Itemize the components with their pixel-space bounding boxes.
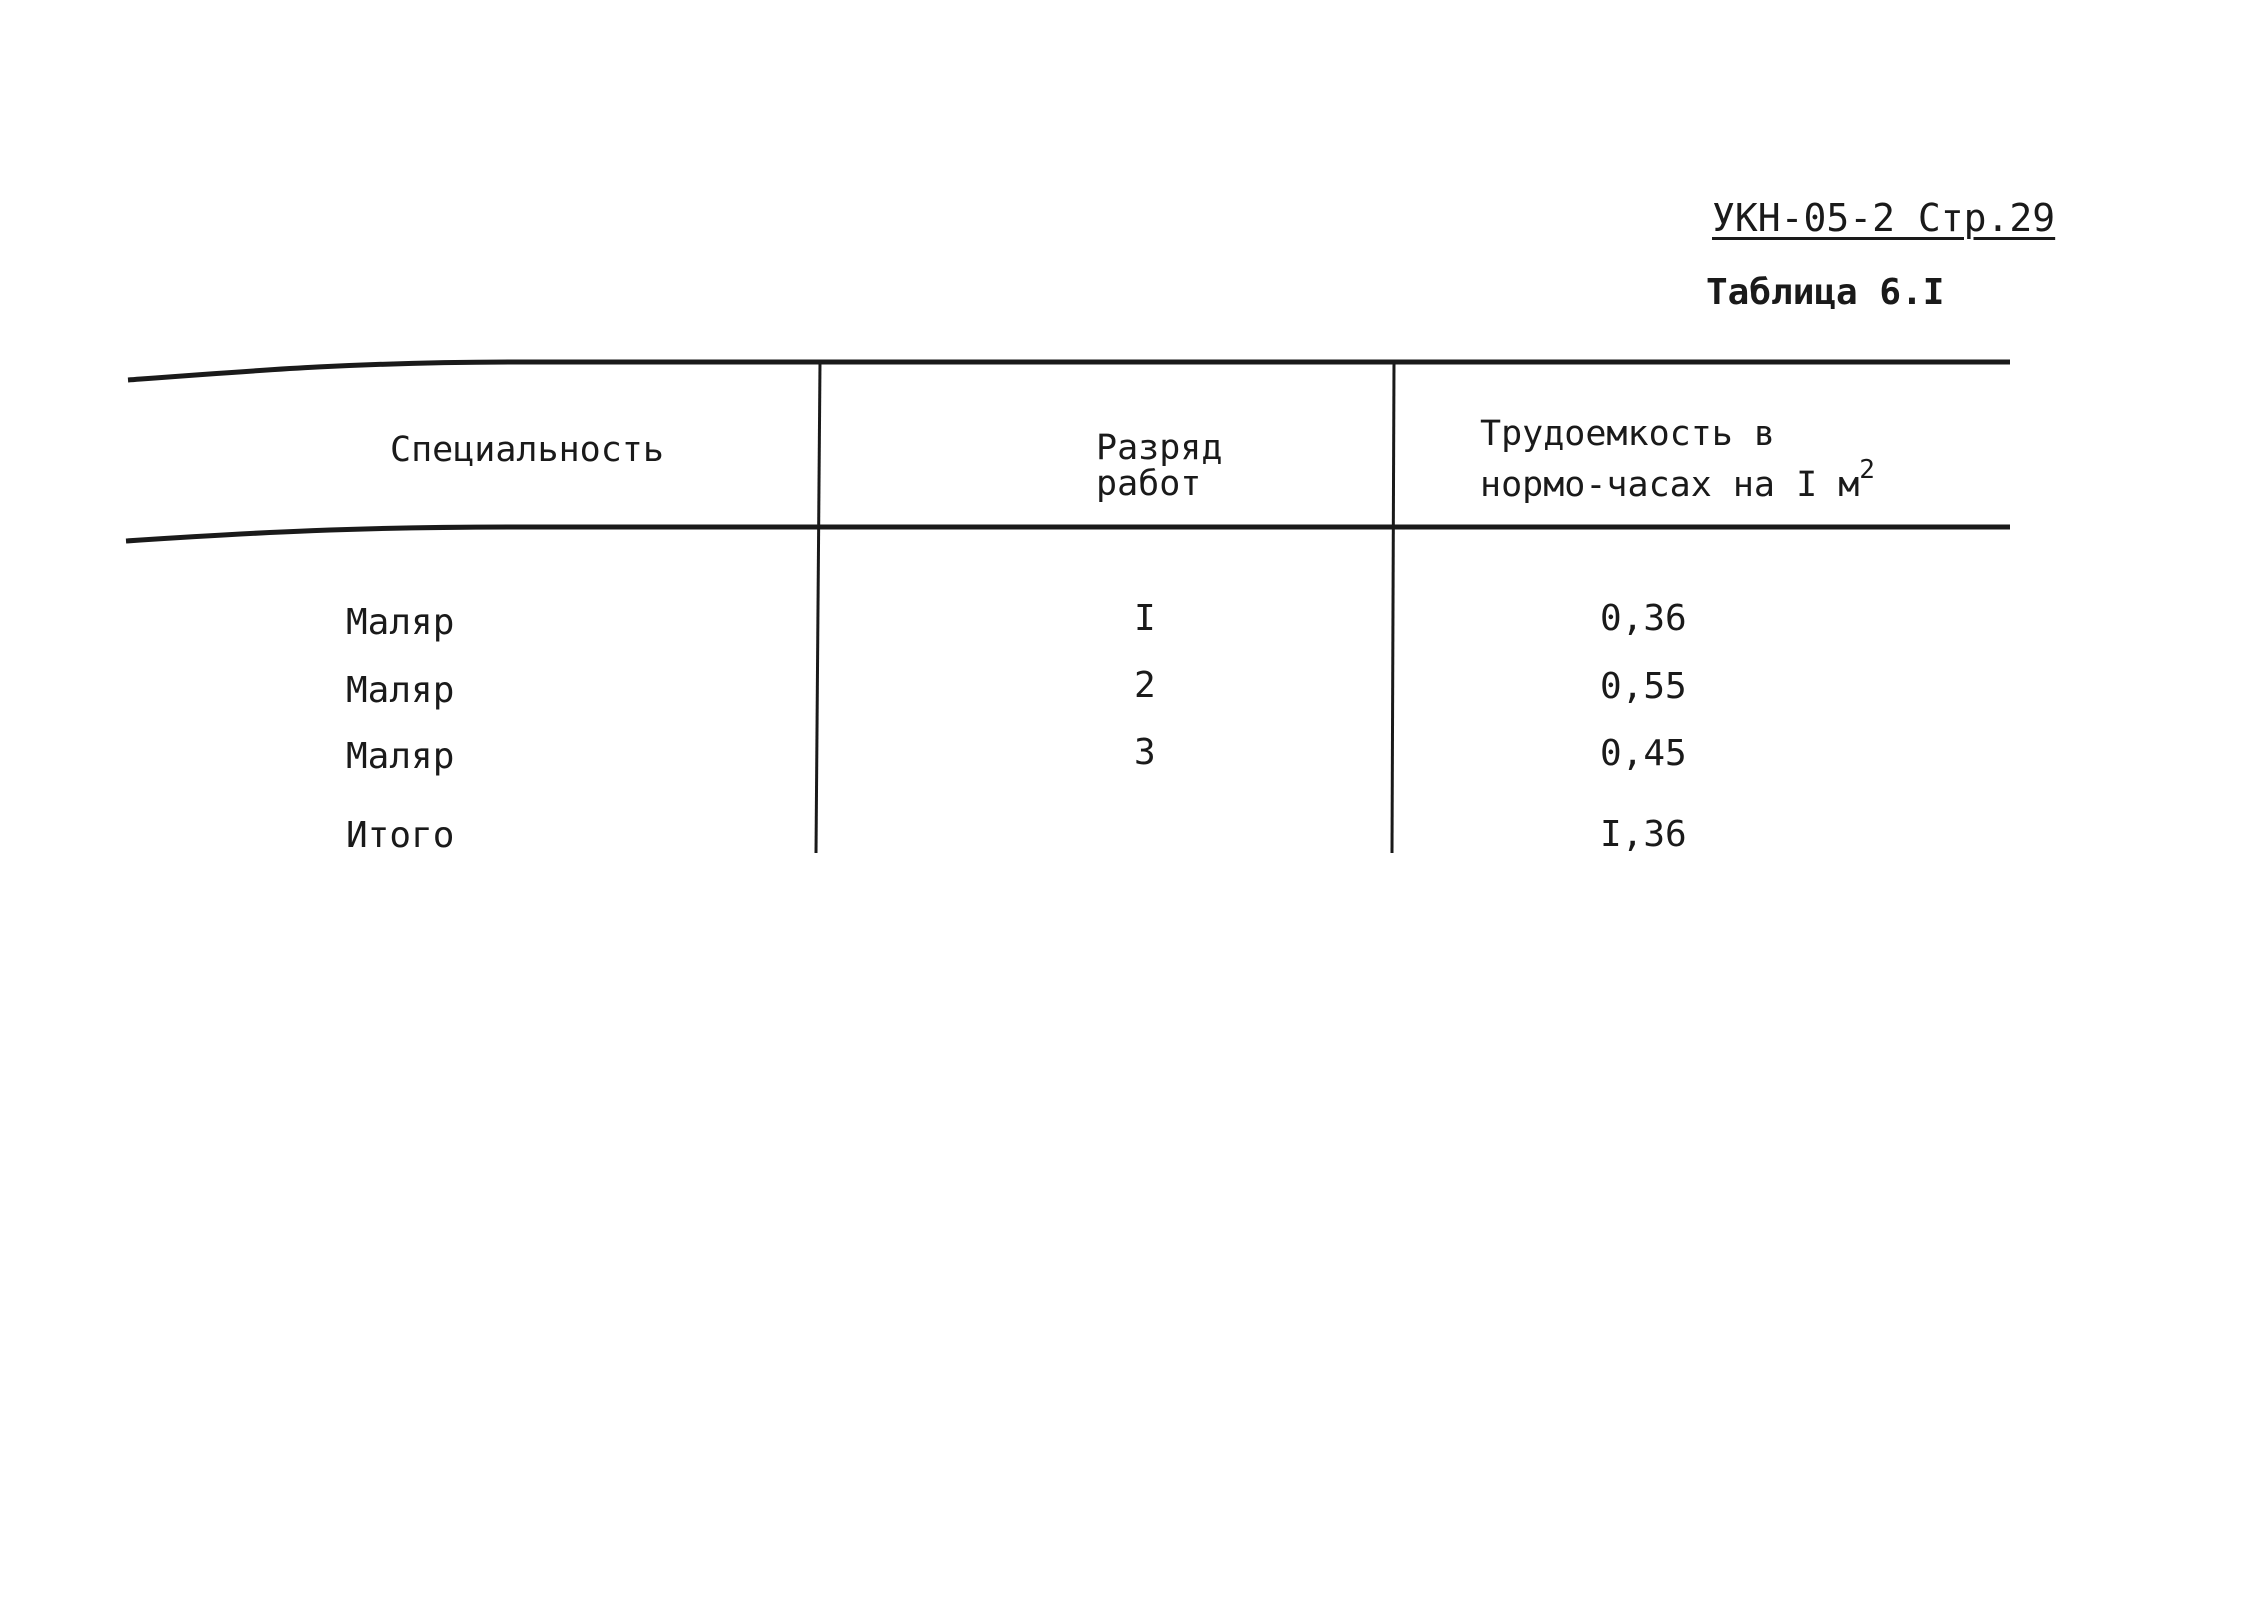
column-header-labor-superscript: 2 (1859, 455, 1875, 485)
cell-specialty-total: Итого (346, 815, 455, 856)
table-top-rule (128, 362, 2010, 380)
column-header-grade-line1: Разряд (1096, 428, 1223, 468)
cell-specialty: Маляр (346, 670, 455, 711)
column-header-labor-line2 (1480, 452, 1875, 503)
column-header-specialty: Специальность (390, 430, 664, 470)
cell-grade: 2 (1134, 665, 1156, 706)
column-divider-2 (1392, 362, 1394, 853)
cell-labor: 0,36 (1600, 598, 1687, 639)
table-header-rule (126, 527, 2010, 541)
column-header-grade (1096, 430, 1222, 502)
table-title: Таблица 6.I (1706, 272, 1945, 313)
column-header-labor (1480, 416, 1875, 503)
cell-specialty: Маляр (346, 736, 455, 777)
cell-labor-total: I,36 (1600, 814, 1687, 855)
column-header-grade-line2: работ (1096, 464, 1202, 504)
column-header-labor-line2-text: нормо-часах на I м (1480, 465, 1860, 505)
cell-grade: I (1134, 598, 1156, 639)
document-code: УКН-05-2 Стр.29 (1712, 196, 2056, 240)
cell-labor: 0,55 (1600, 666, 1687, 707)
cell-labor: 0,45 (1600, 733, 1687, 774)
column-header-labor-line1: Трудоемкость в (1480, 414, 1776, 454)
column-divider-1 (816, 362, 820, 853)
cell-specialty: Маляр (346, 602, 455, 643)
cell-grade: 3 (1134, 732, 1156, 773)
